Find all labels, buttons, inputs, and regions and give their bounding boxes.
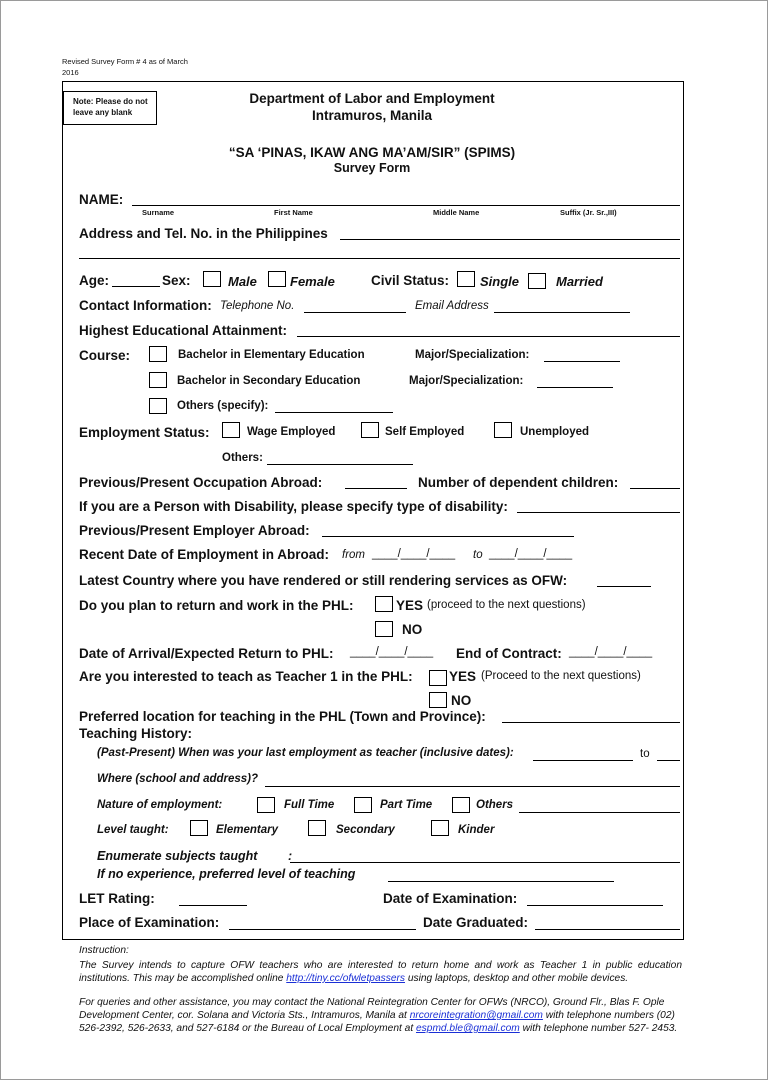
elementary-level-label: Elementary (216, 824, 279, 836)
others-course-checkbox[interactable] (149, 398, 167, 414)
survey-link[interactable]: http://tiny.cc/ofwletpassers (286, 973, 405, 984)
first-name-caption: First Name (274, 208, 313, 217)
location-title: Intramuros, Manila (311, 108, 433, 123)
teacher-interest-yes-label: YES (449, 669, 477, 684)
others-employment-label: Others (476, 799, 514, 811)
place-examination-label: Place of Examination: (79, 915, 220, 930)
address-input-line[interactable] (340, 239, 680, 240)
single-label: Single (480, 274, 520, 289)
department-title: Department of Labor and Employment (249, 91, 495, 106)
arrival-date-input[interactable]: ____/____/____ (350, 646, 434, 658)
major-input-line-1[interactable] (544, 361, 620, 362)
end-contract-input[interactable]: ____/____/____ (569, 646, 653, 658)
teacher-interest-yes-checkbox[interactable] (429, 670, 447, 686)
plan-return-no-checkbox[interactable] (375, 621, 393, 637)
email-input-line[interactable] (494, 312, 630, 313)
address-label: Address and Tel. No. in the Philippines (79, 226, 328, 241)
teacher-interest-yes-note: (Proceed to the next questions) (481, 670, 641, 682)
teacher-interest-no-label: NO (451, 693, 472, 708)
school-address-label: Where (school and address)? (97, 773, 259, 785)
country-label: Latest Country where you have rendered or still rendering services as OFW: (79, 573, 568, 588)
subjects-taught-input-line[interactable] (290, 862, 680, 863)
self-employed-checkbox[interactable] (361, 422, 379, 438)
revision-note (62, 56, 212, 78)
female-label: Female (290, 274, 335, 289)
married-checkbox[interactable] (528, 273, 546, 289)
dependents-label: Number of dependent children: (418, 475, 619, 490)
secondary-level-label: Secondary (336, 824, 395, 836)
age-input-line[interactable] (112, 286, 160, 287)
wage-employed-label: Wage Employed (247, 426, 336, 438)
major-label-1: Major/Specialization: (415, 349, 530, 361)
plan-return-yes-note: (proceed to the next questions) (427, 599, 586, 611)
employment-status-label: Employment Status: (79, 425, 210, 440)
secondary-education-label: Bachelor in Secondary Education (177, 375, 361, 387)
wage-employed-checkbox[interactable] (222, 422, 240, 438)
middle-name-caption: Middle Name (433, 208, 480, 217)
employer-label: Previous/Present Employer Abroad: (79, 523, 310, 538)
end-contract-label: End of Contract: (456, 646, 562, 661)
no-experience-input-line[interactable] (388, 881, 614, 882)
instruction-text-2-end: with telephone number 527- 2453. (522, 1023, 678, 1034)
male-label: Male (228, 274, 257, 289)
plan-return-yes-label: YES (396, 598, 424, 613)
major-label-2: Major/Specialization: (409, 375, 524, 387)
form-title: Survey Form (333, 161, 411, 175)
others-course-input-line[interactable] (275, 412, 393, 413)
elementary-education-label: Bachelor in Elementary Education (178, 349, 365, 361)
preferred-location-input-line[interactable] (502, 722, 680, 723)
date-examination-input-line[interactable] (527, 905, 663, 906)
address-input-line-2[interactable] (79, 258, 680, 259)
subjects-taught-label: Enumerate subjects taught (97, 849, 258, 863)
self-employed-label: Self Employed (385, 426, 465, 438)
last-employment-input-line[interactable] (533, 760, 633, 761)
suffix-caption: Suffix (Jr. Sr.,III) (560, 208, 617, 217)
email-label: Email Address (415, 300, 489, 312)
education-input-line[interactable] (297, 336, 680, 337)
disability-input-line[interactable] (517, 512, 680, 513)
recent-date-from-label: from (342, 549, 365, 561)
let-rating-input-line[interactable] (179, 905, 247, 906)
age-label: Age: (79, 273, 109, 288)
plan-return-no-label: NO (402, 622, 423, 637)
last-employment-to-input-line[interactable] (657, 760, 680, 761)
employer-input-line[interactable] (322, 536, 574, 537)
teacher-interest-label: Are you interested to teach as Teacher 1 in the PHL: (79, 669, 413, 684)
others-employment-checkbox[interactable] (452, 797, 470, 813)
name-label: NAME: (79, 192, 124, 207)
telephone-label: Telephone No. (220, 300, 295, 312)
recent-date-from-input[interactable]: ____/____/____ (372, 548, 456, 560)
occupation-label: Previous/Present Occupation Abroad: (79, 475, 323, 490)
course-label: Course: (79, 348, 131, 363)
note-line-2: leave any blank (73, 108, 133, 117)
recent-date-to-label: to (473, 549, 483, 561)
secondary-level-checkbox[interactable] (308, 820, 326, 836)
ble-email-link[interactable]: espmd.ble@gmail.com (416, 1023, 520, 1034)
telephone-input-line[interactable] (304, 312, 406, 313)
part-time-checkbox[interactable] (354, 797, 372, 813)
elementary-education-checkbox[interactable] (149, 346, 167, 362)
unemployed-label: Unemployed (520, 426, 590, 438)
teaching-history-label: Teaching History: (79, 726, 193, 741)
instruction-text-1-end: using laptops, desktop and other mobile devices. (407, 973, 629, 984)
no-experience-label: If no experience, preferred level of teaching (97, 867, 356, 881)
disability-label: If you are a Person with Disability, please specify type of disability: (79, 499, 508, 514)
program-title: “SA ‘PINAS, IKAW ANG MA’AM/SIR” (SPIMS) (228, 145, 516, 160)
surname-caption: Surname (142, 208, 175, 217)
last-employment-label: (Past-Present) When was your last employment as teacher (inclusive dates): (97, 747, 514, 759)
instruction-paragraph-2 (79, 996, 682, 1035)
plan-return-yes-checkbox[interactable] (375, 596, 393, 612)
instruction-heading: Instruction: (79, 945, 129, 956)
part-time-label: Part Time (380, 799, 433, 811)
note-line-1: Note: Please do not (73, 97, 148, 106)
plan-return-label: Do you plan to return and work in the PHL: (79, 598, 354, 613)
nrco-email-link[interactable]: nrcoreintegration@gmail.com (409, 1010, 543, 1021)
nature-employment-label: Nature of employment: (97, 799, 223, 811)
others-employment-input-line[interactable] (519, 812, 680, 813)
school-address-input-line[interactable] (265, 786, 680, 787)
recent-date-label: Recent Date of Employment in Abroad: (79, 547, 330, 562)
recent-date-to-input[interactable]: ____/____/____ (489, 548, 573, 560)
major-input-line-2[interactable] (537, 387, 613, 388)
place-examination-input-line[interactable] (229, 929, 416, 930)
contact-label: Contact Information: (79, 298, 212, 313)
instruction-paragraph-1 (79, 959, 682, 985)
country-input-line[interactable] (597, 586, 651, 587)
revision-line-1: Revised Survey Form # 4 as of March (62, 57, 188, 66)
instruction-text-2: For queries and other assistance, you may contact the National Reintegration Center for OFWs (NRCO), Ground Flr., Blas F. Ople Development Center, cor. Solana and Victoria Sts., Intramuros, Manila at (79, 997, 665, 1021)
occupation-input-line[interactable] (345, 488, 407, 489)
male-checkbox[interactable] (203, 271, 221, 287)
date-graduated-label: Date Graduated: (423, 915, 529, 930)
elementary-level-checkbox[interactable] (190, 820, 208, 836)
full-time-checkbox[interactable] (257, 797, 275, 813)
employment-others-input-line[interactable] (267, 464, 413, 465)
sex-label: Sex: (162, 273, 191, 288)
let-rating-label: LET Rating: (79, 891, 155, 906)
employment-others-label: Others: (222, 452, 263, 464)
married-label: Married (556, 274, 603, 289)
education-label: Highest Educational Attainment: (79, 323, 288, 338)
teacher-interest-no-checkbox[interactable] (429, 692, 447, 708)
civil-status-label: Civil Status: (371, 273, 450, 288)
instruction-text-2-mid: with telephone numbers (02) 526-2392, 526-2633, and 527-6184 or the Bureau of Local Employment at (79, 1010, 675, 1034)
others-course-label: Others (specify): (177, 400, 269, 412)
kinder-level-checkbox[interactable] (431, 820, 449, 836)
level-taught-label: Level taught: (97, 824, 169, 836)
unemployed-checkbox[interactable] (494, 422, 512, 438)
arrival-label: Date of Arrival/Expected Return to PHL: (79, 646, 334, 661)
secondary-education-checkbox[interactable] (149, 372, 167, 388)
female-checkbox[interactable] (268, 271, 286, 287)
name-input-line[interactable] (132, 205, 680, 206)
date-examination-label: Date of Examination: (383, 891, 518, 906)
revision-line-2: 2016 (62, 68, 79, 77)
full-time-label: Full Time (284, 799, 335, 811)
dependents-input-line[interactable] (630, 488, 680, 489)
single-checkbox[interactable] (457, 271, 475, 287)
subjects-taught-colon: : (288, 849, 293, 863)
preferred-location-label: Preferred location for teaching in the PHL (Town and Province): (79, 709, 486, 724)
instruction-text-1: The Survey intends to capture OFW teachers who are interested to return home and work as Teacher 1 in public education institutions. This may be accomplished online (79, 960, 682, 984)
last-employment-to-label: to (640, 748, 650, 760)
date-graduated-input-line[interactable] (535, 929, 680, 930)
kinder-level-label: Kinder (458, 824, 495, 836)
